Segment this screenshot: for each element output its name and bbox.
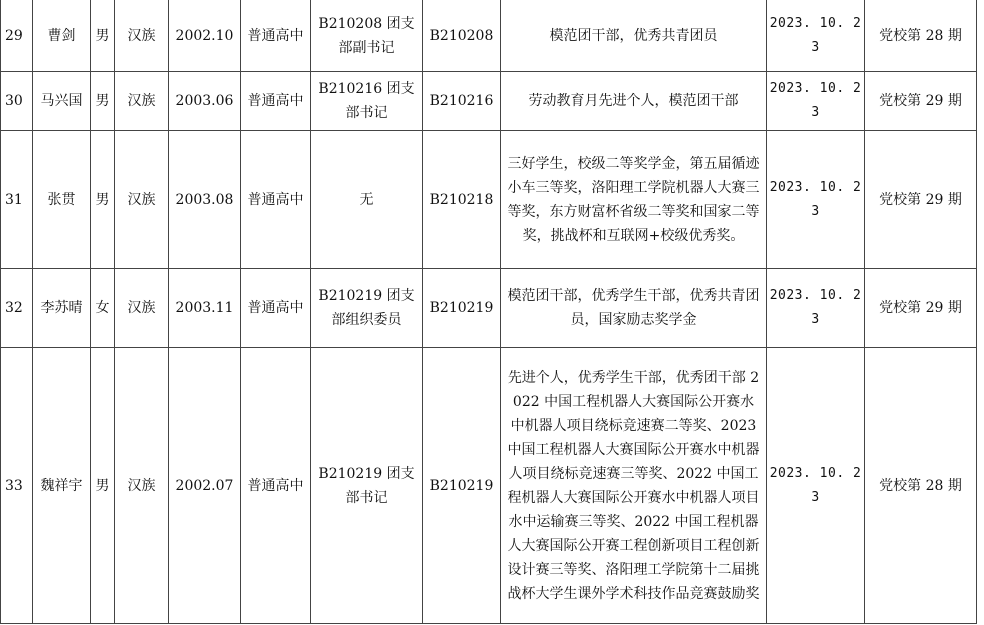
cell-apply-date: 2023. 10. 23 <box>767 72 865 131</box>
cell-class: B210219 <box>423 269 501 348</box>
cell-position: 无 <box>311 131 423 269</box>
cell-gender: 男 <box>91 131 115 269</box>
cell-education: 普通高中 <box>241 348 311 624</box>
table-row <box>1 0 977 72</box>
cell-name: 李苏晴 <box>33 269 91 348</box>
table-row <box>1 131 977 269</box>
cell-birth: 2003.08 <box>169 131 241 269</box>
cell-ethnicity: 汉族 <box>115 131 169 269</box>
cell-honors: 劳动教育月先进个人，模范团干部 <box>501 72 767 131</box>
cell-name: 魏祥宇 <box>33 348 91 624</box>
cell-gender: 男 <box>91 0 115 72</box>
cell-name: 曹剑 <box>33 0 91 72</box>
cell-apply-date: 2023. 10. 23 <box>767 348 865 624</box>
cell-position: B210219 团支部组织委员 <box>311 269 423 348</box>
cell-class: B210219 <box>423 348 501 624</box>
cell-education: 普通高中 <box>241 269 311 348</box>
cell-training: 党校第 28 期 <box>865 0 977 72</box>
cell-class: B210216 <box>423 72 501 131</box>
cell-honors: 模范团干部，优秀学生干部，优秀共青团员，国家励志奖学金 <box>501 269 767 348</box>
cell-gender: 男 <box>91 72 115 131</box>
cell-birth: 2003.11 <box>169 269 241 348</box>
cell-position: B210219 团支部书记 <box>311 348 423 624</box>
cell-training: 党校第 29 期 <box>865 72 977 131</box>
cell-training: 党校第 29 期 <box>865 131 977 269</box>
cell-honors: 三好学生，校级二等奖学金，第五届循迹小车三等奖，洛阳理工学院机器人大赛三等奖，东方财富杯省级二等奖和国家二等奖，挑战杯和互联网+校级优秀奖。 <box>501 131 767 269</box>
cell-ethnicity: 汉族 <box>115 0 169 72</box>
cell-ethnicity: 汉族 <box>115 348 169 624</box>
cell-birth: 2002.07 <box>169 348 241 624</box>
cell-no: 32 <box>1 269 33 348</box>
table-row <box>1 72 977 131</box>
cell-class: B210208 <box>423 0 501 72</box>
cell-training: 党校第 28 期 <box>865 348 977 624</box>
cell-position: B210216 团支部书记 <box>311 72 423 131</box>
cell-education: 普通高中 <box>241 0 311 72</box>
cell-name: 马兴国 <box>33 72 91 131</box>
cell-training: 党校第 29 期 <box>865 269 977 348</box>
cell-ethnicity: 汉族 <box>115 269 169 348</box>
cell-no: 30 <box>1 72 33 131</box>
cell-position: B210208 团支部副书记 <box>311 0 423 72</box>
cell-apply-date: 2023. 10. 23 <box>767 269 865 348</box>
cell-gender: 男 <box>91 348 115 624</box>
cell-name: 张贯 <box>33 131 91 269</box>
cell-birth: 2003.06 <box>169 72 241 131</box>
cell-honors: 先进个人，优秀学生干部，优秀团干部 2022 中国工程机器人大赛国际公开赛水中机器人项目绕标竞速赛二等奖、2023 中国工程机器人大赛国际公开赛水中机器人项目绕标竞速赛三等奖、2022 中国工程机器人大赛国际公开赛水中机器人项目水中运输赛三等奖、2022 中国工程机器人大赛国际公开赛工程创新项目工程创新设计赛三等奖、洛阳理工学院第十二届挑战杯大学生课外学术科技作品竞赛鼓励奖 <box>501 348 767 624</box>
cell-education: 普通高中 <box>241 131 311 269</box>
cell-education: 普通高中 <box>241 72 311 131</box>
cell-no: 31 <box>1 131 33 269</box>
cell-apply-date: 2023. 10. 23 <box>767 131 865 269</box>
cell-apply-date: 2023. 10. 23 <box>767 0 865 72</box>
cell-gender: 女 <box>91 269 115 348</box>
cell-birth: 2002.10 <box>169 0 241 72</box>
cell-no: 29 <box>1 0 33 72</box>
table-row <box>1 348 977 624</box>
cell-no: 33 <box>1 348 33 624</box>
cell-class: B210218 <box>423 131 501 269</box>
table-row <box>1 269 977 348</box>
cell-ethnicity: 汉族 <box>115 72 169 131</box>
cell-honors: 模范团干部，优秀共青团员 <box>501 0 767 72</box>
